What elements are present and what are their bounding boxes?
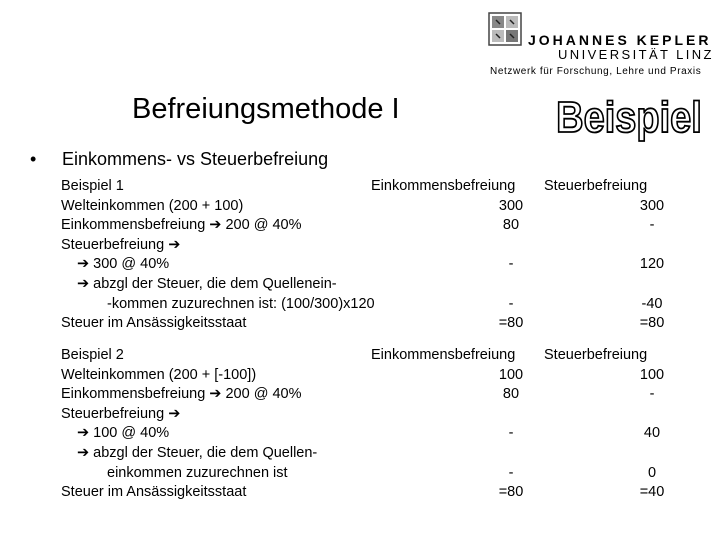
table-row [61,255,701,275]
value-steuerbefreiung: =80 [639,315,665,332]
table-row [61,295,701,315]
table-row [61,483,701,503]
table-row [61,314,701,334]
bullet-icon: • [30,149,37,169]
logo-line-1: JOHANNES KEPLER [528,32,712,48]
row-label: ➔ abzgl der Steuer, die dem Quellenein- [77,275,337,292]
row-label: einkommen zuzurechnen ist [107,464,288,481]
value-steuerbefreiung: - [649,386,655,403]
value-steuerbefreiung: 40 [643,425,661,442]
value-einkommensbefreiung: 300 [498,197,524,214]
table-row [61,177,701,197]
table-row [61,405,701,425]
beispiel-stamp-text: Beispiel [556,92,702,142]
bullet-text: Einkommens- vs Steuerbefreiung [62,149,329,169]
table-row [61,444,701,464]
value-einkommensbefreiung: 80 [502,386,520,403]
column-header-einkommensbefreiung: Einkommensbefreiung [371,178,516,194]
row-label: Steuer im Ansässigkeitsstaat [61,484,247,501]
value-einkommensbefreiung: - [508,256,514,273]
example-1-block [61,177,701,334]
value-einkommensbefreiung: 100 [498,366,524,383]
example-2-block [61,346,701,503]
value-einkommensbefreiung: 80 [502,217,520,234]
university-logo [488,12,714,77]
value-einkommensbefreiung: - [508,425,514,442]
row-label: Welteinkommen (200 + [-100]) [61,366,257,383]
value-steuerbefreiung: 300 [639,197,665,214]
row-label: ➔ 100 @ 40% [77,425,170,442]
value-steuerbefreiung: 100 [639,366,665,383]
table-row [61,424,701,444]
table-row [61,464,701,484]
row-label: Steuerbefreiung ➔ [61,405,181,422]
row-label: ➔ abzgl der Steuer, die dem Quellen- [77,444,318,461]
value-einkommensbefreiung: =80 [498,315,524,332]
value-steuerbefreiung: 120 [639,256,665,273]
table-row [61,385,701,405]
column-header-einkommensbefreiung: Einkommensbefreiung [371,347,516,363]
column-header-steuerbefreiung: Steuerbefreiung [544,347,648,363]
row-label: Steuer im Ansässigkeitsstaat [61,315,247,332]
table-row [61,216,701,236]
value-einkommensbefreiung: =80 [498,484,524,501]
table-row [61,346,701,366]
logo-line-2: UNIVERSITÄT LINZ [558,47,714,62]
example-2-heading: Beispiel 2 [61,347,124,363]
row-label: Steuerbefreiung ➔ [61,236,181,253]
page-title: Befreiungsmethode I [132,93,400,125]
table-row [61,197,701,217]
row-label: Einkommensbefreiung ➔ 200 @ 40% [61,217,302,234]
row-label: -kommen zuzurechnen ist: (100/300)x120 [107,295,375,312]
table-row [61,236,701,256]
crest-icon [488,12,522,46]
row-label: ➔ 300 @ 40% [77,256,170,273]
row-label: Welteinkommen (200 + 100) [61,197,244,214]
table-row [61,275,701,295]
value-einkommensbefreiung: - [508,464,514,481]
value-steuerbefreiung: -40 [641,295,663,312]
value-steuerbefreiung: 0 [647,464,657,481]
value-steuerbefreiung: - [649,217,655,234]
value-einkommensbefreiung: - [508,295,514,312]
row-label: Einkommensbefreiung ➔ 200 @ 40% [61,386,302,403]
beispiel-stamp [556,92,702,142]
example-1-heading: Beispiel 1 [61,178,124,194]
table-row [61,366,701,386]
logo-line-3: Netzwerk für Forschung, Lehre und Praxis [490,66,702,77]
value-steuerbefreiung: =40 [639,484,665,501]
column-header-steuerbefreiung: Steuerbefreiung [544,178,648,194]
